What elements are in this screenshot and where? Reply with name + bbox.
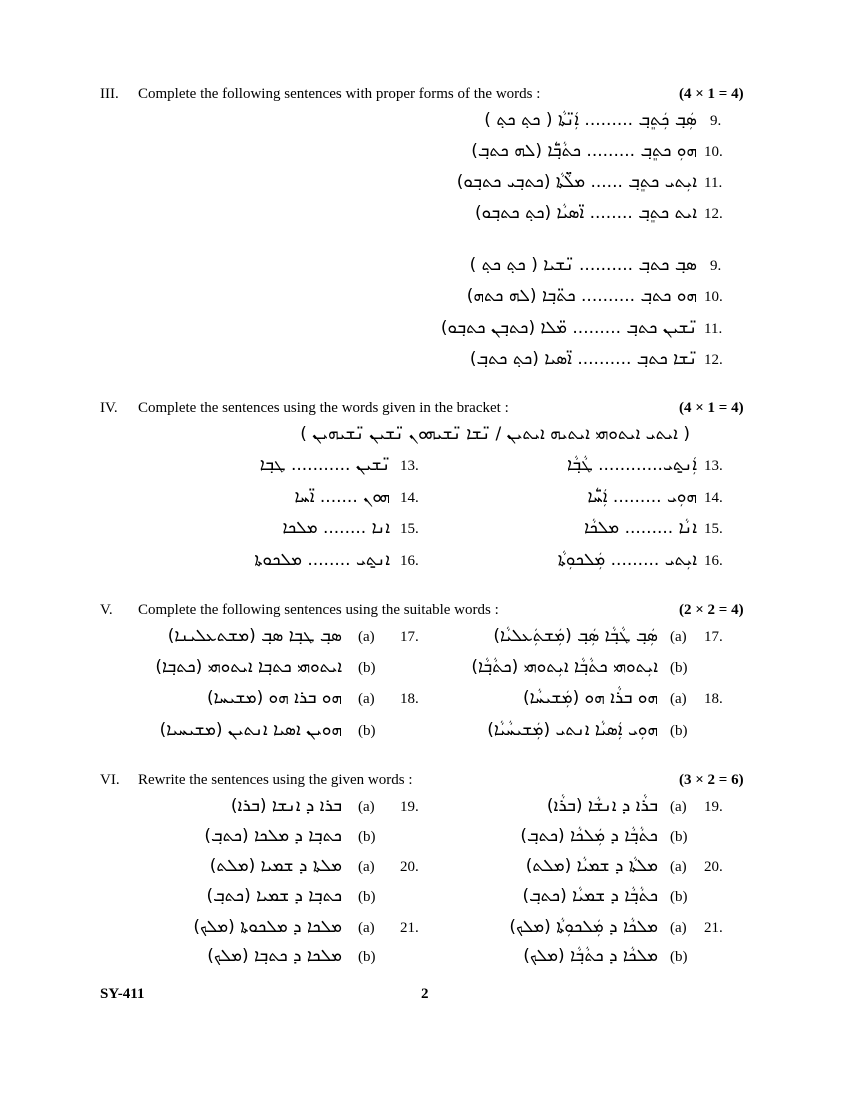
sec6-east-q20a-label: (a)	[670, 859, 687, 875]
sec6-west-q19b: ܟܬܒ݂ܐ ܕ ܡܠܟܐ (ܟܬܒ݂)	[204, 826, 342, 846]
sec3-east-q9-num: 9.	[710, 113, 722, 129]
sec5-west-q18a: ܗܘ ܒܪܐ ܗܘ (ܡܫܝܚܐ)	[206, 688, 342, 708]
sec4-east-q16: ܐܝܼܬܝ ......... ܡܲܠܟܘܼܬܵܐ	[557, 550, 697, 570]
sec5-east-q17-num: 17.	[704, 629, 723, 645]
section-3-number: III.	[100, 86, 119, 102]
sec4-west-q14: ܗܘܢ ....... ܐ̈ܚܐ	[294, 487, 390, 507]
sec5-west-q18b: ܗܘܝܢ ܐܣܝܐ ܐܢܬܝܢ (ܡܫܝܚܝܐ)	[159, 720, 342, 740]
sec5-east-q18-num: 18.	[704, 691, 723, 707]
sec3-west-q9-num: 9.	[710, 258, 722, 274]
sec3-east-q10-num: 10.	[704, 144, 723, 160]
sec6-west-q21a: ܡܠܟܐ ܕ ܡܠܟܘܬܐ (ܡܠܟ)	[193, 917, 342, 937]
sec4-west-q13-num: 13.	[400, 458, 419, 474]
sec6-east-q20b: ܟܬܵܒ݂ܵܐ ܕ ܫܡܝܵܐ (ܟܬܒ݂)	[522, 886, 658, 906]
sec6-west-q20-num: 20.	[400, 859, 419, 875]
sec5-west-q18a-label: (a)	[358, 691, 375, 707]
paper-code: SY-411	[100, 986, 145, 1002]
sec6-east-q21a-label: (a)	[670, 920, 687, 936]
sec4-east-q16-num: 16.	[704, 553, 723, 569]
sec5-west-q17a: ܣܒ݂ ܛܒ݂ܐ ܣܒ݂ (ܡܫܬܥܠܝܢܐ)	[167, 626, 342, 646]
sec6-east-q19-num: 19.	[704, 799, 723, 815]
sec6-west-q21b: ܡܠܟܐ ܕ ܟܬܒ݂ܐ (ܡܠܟ)	[207, 946, 342, 966]
sec5-east-q18b-label: (b)	[670, 723, 688, 739]
sec4-west-q14-num: 14.	[400, 490, 419, 506]
sec6-west-q19b-label: (b)	[358, 829, 376, 845]
section-3-instruction: Complete the following sentences with proper forms of the words :	[138, 86, 541, 102]
sec4-west-q15: ܐܢܐ ........ ܡܠܟܐ	[282, 518, 390, 538]
sec5-east-q17a: ܣܲܒ݂ ܛܵܒ݂ܵܐ ܣܲܒ݂ (ܡܲܫܬܲܥܠܝܵܐ)	[493, 626, 658, 646]
section-4-number: IV.	[100, 400, 118, 416]
sec3-east-q11: ܐܝܼܬܝ ܟܬܸܒ݂ ...... ܡܠ̈ܵܬܵܐ (ܟܬܒ݂ܝ ܟܬܒ݂ܘ)	[456, 172, 697, 192]
sec4-east-q13-num: 13.	[704, 458, 723, 474]
sec6-east-q21b: ܡܠܟܵܐ ܕ ܟܬܵܒ݂ܵܐ (ܡܠܟ)	[523, 946, 658, 966]
sec6-west-q19a-label: (a)	[358, 799, 375, 815]
sec5-east-q18a: ܗܘ ܒܪܵܐ ܗܘ (ܡܲܫܝܚܵܐ)	[522, 688, 658, 708]
sec3-west-q11-num: 11.	[704, 321, 723, 337]
sec6-west-q20a: ܡܠܬܐ ܕ ܫܡܝܐ (ܡܠܬ)	[209, 856, 342, 876]
sec6-east-q19a: ܒܪܵܐ ܕ ܐܢܫܵܐ (ܒܪܵܐ)	[546, 796, 658, 816]
sec6-west-q20b-label: (b)	[358, 889, 376, 905]
section-4-marks: (4 × 1 = 4)	[679, 400, 744, 416]
sec5-east-q17b-label: (b)	[670, 660, 688, 676]
sec3-west-q12: ܢ̈ܫܐ ܟܬܒ݂ .......... ܐ̈ܣܝܐ (ܟܬ݂ ܟܬܒ݂)	[469, 349, 697, 369]
sec4-west-q16: ܐܢ̱ܬܝ ........ ܡܠܟܘܬܐ	[254, 550, 390, 570]
section-6-instruction: Rewrite the sentences using the given words :	[138, 772, 413, 788]
sec4-east-q14-num: 14.	[704, 490, 723, 506]
page-number: 2	[421, 986, 429, 1002]
sec4-west-q16-num: 16.	[400, 553, 419, 569]
sec5-west-q18b-label: (b)	[358, 723, 376, 739]
sec6-west-q20b: ܟܬܒ݂ܐ ܕ ܫܡܝܐ (ܟܬܒ݂)	[206, 886, 342, 906]
sec5-west-q17a-label: (a)	[358, 629, 375, 645]
sec4-east-q14: ܗܘܼܝ ......... ܐܲܚ̈ܵܐ	[587, 487, 697, 507]
sec3-east-q9: ܣܲܒ݂ ܟܲܬܸܒ݂ ......... ܐܲܢ̈ܬܵܐ ( ܟܬ݂ ܟܬ݂ )	[484, 110, 697, 130]
sec6-east-q21b-label: (b)	[670, 949, 688, 965]
sec5-west-q17-num: 17.	[400, 629, 419, 645]
sec6-west-q21-num: 21.	[400, 920, 419, 936]
sec4-west-q15-num: 15.	[400, 521, 419, 537]
sec4-west-q13: ܢ̈ܫܝܢ ........... ܛܒ݂ܐ	[259, 455, 390, 475]
sec3-east-q10: ܗܘܼ ܟܬܸܒ݂ ......... ܟܬܵܒ݂̈ܵܐ (ܠܗ ܟܬܒ݂)	[471, 141, 697, 161]
sec6-east-q20-num: 20.	[704, 859, 723, 875]
section-4-instruction: Complete the sentences using the words given in the bracket :	[138, 400, 509, 416]
sec6-east-q21-num: 21.	[704, 920, 723, 936]
sec5-east-q18a-label: (a)	[670, 691, 687, 707]
section-5-marks: (2 × 2 = 4)	[679, 602, 744, 618]
sec5-east-q17b: ܐܝܼܬܘܗܝ ܟܬܵܒ݂ܵܐ ܐܝܼܬܘܗܝ (ܟܬܵܒ݂ܵܐ)	[471, 657, 658, 677]
sec5-west-q17b: ܐܝܬܘܗܝ ܟܬܒ݂ܐ ܐܝܬܘܗܝ (ܟܬܒ݂ܐ)	[155, 657, 342, 677]
sec6-west-q19-num: 19.	[400, 799, 419, 815]
sec4-east-q13: ܐܲܢ̱ܬܝ............ ܛܵܒ݂ܵܐ	[566, 455, 697, 475]
section-3-marks: (4 × 1 = 4)	[679, 86, 744, 102]
sec3-east-q12: ܐܝܬ ܟܬܸܒ݂ ........ ܐ̈ܣܝܵܐ (ܟܬ݂ ܟܬܒ݂ܘ)	[475, 203, 697, 223]
section-5-number: V.	[100, 602, 113, 618]
sec3-west-q12-num: 12.	[704, 352, 723, 368]
sec4-east-q15: ܐܢܵܐ ......... ܡܠܟܵܐ	[584, 518, 697, 538]
sec4-east-q15-num: 15.	[704, 521, 723, 537]
sec6-west-q19a: ܒܪܐ ܕ ܐܢܫܐ (ܒܪܐ)	[230, 796, 342, 816]
sec6-east-q20b-label: (b)	[670, 889, 688, 905]
section-4-word-bank: ( ܐܝܬܝ ܐܝܬܘܗܝ ܐܝܬܝܗ ܐܝܬܝܢ / ܢ̈ܫܐ ܢ̈ܫܝܗܘܢ ܢ̈ܫܝܢ ܢ̈ܫܝܗܝܢ )	[300, 424, 690, 444]
sec6-east-q21a: ܡܠܟܵܐ ܕ ܡܲܠܟܘܼܬܵܐ (ܡܠܟ)	[509, 917, 658, 937]
sec6-east-q19b-label: (b)	[670, 829, 688, 845]
section-6-number: VI.	[100, 772, 120, 788]
sec3-west-q9: ܣܒ݂ ܟܬܒ݂ .......... ܢ̈ܫܝܐ ( ܟܬ݂ ܟܬ݂ )	[469, 255, 697, 275]
sec3-east-q12-num: 12.	[704, 206, 723, 222]
section-5-instruction: Complete the following sentences using the suitable words :	[138, 602, 499, 618]
sec6-west-q21b-label: (b)	[358, 949, 376, 965]
sec3-west-q10: ܗܘ ܟܬܒ݂ .......... ܟܬ̈ܒ݂ܐ (ܠܗ ܟܬܗ)	[466, 286, 697, 306]
sec3-west-q11: ܢ̈ܫܝܢ ܟܬܒ݂ ......... ܡ̈ܠܐ (ܟܬܒ݂ܢ ܟܬܒ݂ܘ)	[440, 318, 697, 338]
sec5-west-q17b-label: (b)	[358, 660, 376, 676]
sec5-east-q18b: ܗܘܼܝ ܐܲܣܝܵܐ ܐܢܬܝ (ܡܲܫܝܚܵܝܵܐ)	[487, 720, 658, 740]
sec6-west-q21a-label: (a)	[358, 920, 375, 936]
sec6-east-q20a: ܡܠܬܵܐ ܕ ܫܡܝܵܐ (ܡܠܬ)	[525, 856, 658, 876]
sec6-west-q20a-label: (a)	[358, 859, 375, 875]
sec3-east-q11-num: 11.	[704, 175, 723, 191]
section-6-marks: (3 × 2 = 6)	[679, 772, 744, 788]
sec6-east-q19b: ܟܬܵܒ݂ܵܐ ܕ ܡܲܠܟܵܐ (ܟܬܒ݂)	[520, 826, 658, 846]
sec6-east-q19a-label: (a)	[670, 799, 687, 815]
sec3-west-q10-num: 10.	[704, 289, 723, 305]
sec5-east-q17a-label: (a)	[670, 629, 687, 645]
sec5-west-q18-num: 18.	[400, 691, 419, 707]
